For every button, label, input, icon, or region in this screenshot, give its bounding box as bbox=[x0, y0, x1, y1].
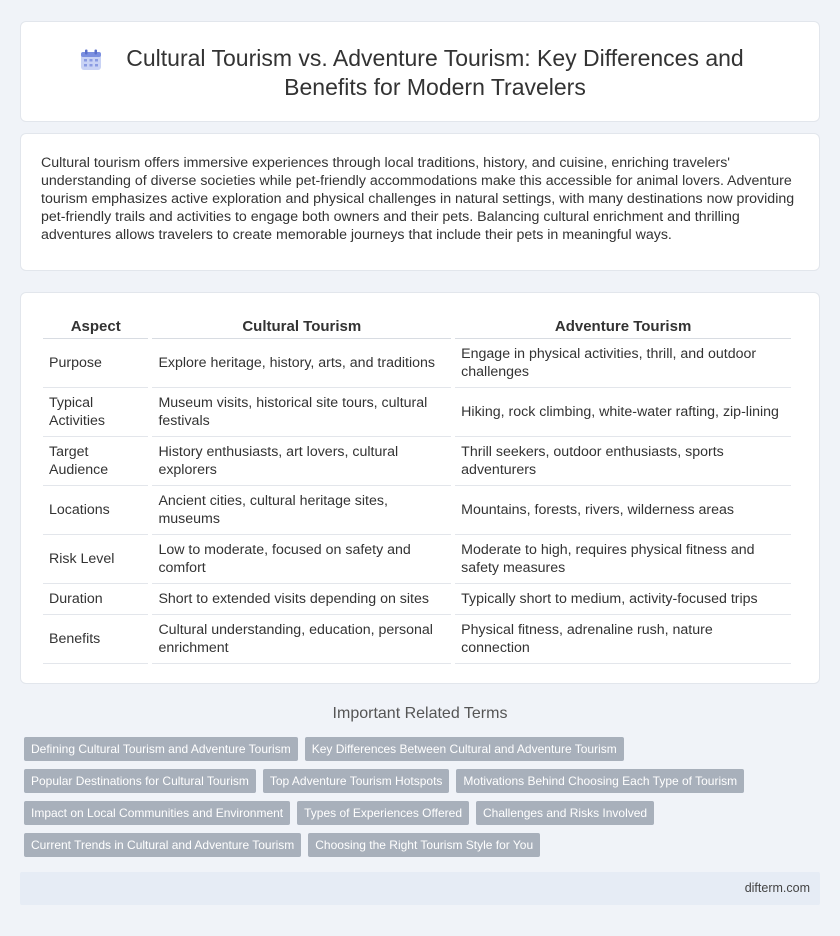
related-terms-list bbox=[24, 737, 814, 865]
table-cell: Target Audience bbox=[43, 437, 148, 486]
footer bbox=[20, 872, 820, 905]
table-cell: Purpose bbox=[43, 339, 148, 388]
table-cell: Typically short to medium, activity-focused trips bbox=[455, 584, 791, 615]
table-row bbox=[43, 388, 791, 437]
table-cell: Ancient cities, cultural heritage sites, museums bbox=[152, 486, 451, 535]
table-cell: Thrill seekers, outdoor enthusiasts, sports adventurers bbox=[455, 437, 791, 486]
table-cell: Locations bbox=[43, 486, 148, 535]
comparison-table-card bbox=[20, 292, 820, 684]
related-term-tag[interactable]: Key Differences Between Cultural and Adventure Tourism bbox=[305, 737, 624, 761]
table-cell: Moderate to high, requires physical fitness and safety measures bbox=[455, 535, 791, 584]
table-cell: Explore heritage, history, arts, and traditions bbox=[152, 339, 451, 388]
table-header-row bbox=[43, 315, 791, 339]
related-term-tag[interactable]: Popular Destinations for Cultural Tourism bbox=[24, 769, 256, 793]
table-cell: Hiking, rock climbing, white-water rafting, zip-lining bbox=[455, 388, 791, 437]
intro-card bbox=[20, 133, 820, 271]
table-cell: History enthusiasts, art lovers, cultural explorers bbox=[152, 437, 451, 486]
footer-site-link[interactable]: difterm.com bbox=[744, 881, 810, 895]
header-aspect: Aspect bbox=[43, 315, 148, 339]
comparison-table bbox=[39, 315, 795, 664]
header-cultural: Cultural Tourism bbox=[152, 315, 451, 339]
table-cell: Museum visits, historical site tours, cultural festivals bbox=[152, 388, 451, 437]
table-cell: Low to moderate, focused on safety and comfort bbox=[152, 535, 451, 584]
table-cell: Risk Level bbox=[43, 535, 148, 584]
table-row bbox=[43, 615, 791, 664]
related-term-tag[interactable]: Challenges and Risks Involved bbox=[476, 801, 654, 825]
table-cell: Typical Activities bbox=[43, 388, 148, 437]
header-adventure: Adventure Tourism bbox=[455, 315, 791, 339]
table-row bbox=[43, 339, 791, 388]
table-cell: Cultural understanding, education, personal enrichment bbox=[152, 615, 451, 664]
related-term-tag[interactable]: Types of Experiences Offered bbox=[297, 801, 469, 825]
related-term-tag[interactable]: Top Adventure Tourism Hotspots bbox=[263, 769, 450, 793]
table-row bbox=[43, 486, 791, 535]
related-terms-title: Important Related Terms bbox=[332, 705, 508, 722]
related-term-tag[interactable]: Motivations Behind Choosing Each Type of Tourism bbox=[456, 769, 744, 793]
intro-paragraph: Cultural tourism offers immersive experiences through local traditions, history, and cuisine, enriching travelers' understanding of diverse societies while pet-friendly accommodations make this accessible for animal lovers. Adventure tourism emphasizes active exploration and physical challenges in natural settings, with many destinations now providing pet-friendly trails and activities to engage both owners and their pets. Balancing cultural enrichment and thrilling adventures allows travelers to create memorable journeys that include their pets in meaningful ways. bbox=[41, 155, 795, 243]
table-cell: Short to extended visits depending on sites bbox=[152, 584, 451, 615]
related-term-tag[interactable]: Choosing the Right Tourism Style for You bbox=[308, 833, 540, 857]
table-cell: Physical fitness, adrenaline rush, nature connection bbox=[455, 615, 791, 664]
table-cell: Benefits bbox=[43, 615, 148, 664]
title-card bbox=[20, 21, 820, 122]
table-cell: Engage in physical activities, thrill, and outdoor challenges bbox=[455, 339, 791, 388]
table-cell: Duration bbox=[43, 584, 148, 615]
page-title: Cultural Tourism vs. Adventure Tourism: Key Differences and Benefits for Modern Travelers bbox=[126, 45, 744, 100]
table-row bbox=[43, 584, 791, 615]
table-row bbox=[43, 535, 791, 584]
related-term-tag[interactable]: Defining Cultural Tourism and Adventure Tourism bbox=[24, 737, 298, 761]
table-cell: Mountains, forests, rivers, wilderness areas bbox=[455, 486, 791, 535]
related-term-tag[interactable]: Impact on Local Communities and Environment bbox=[24, 801, 290, 825]
table-row bbox=[43, 437, 791, 486]
related-term-tag[interactable]: Current Trends in Cultural and Adventure Tourism bbox=[24, 833, 301, 857]
